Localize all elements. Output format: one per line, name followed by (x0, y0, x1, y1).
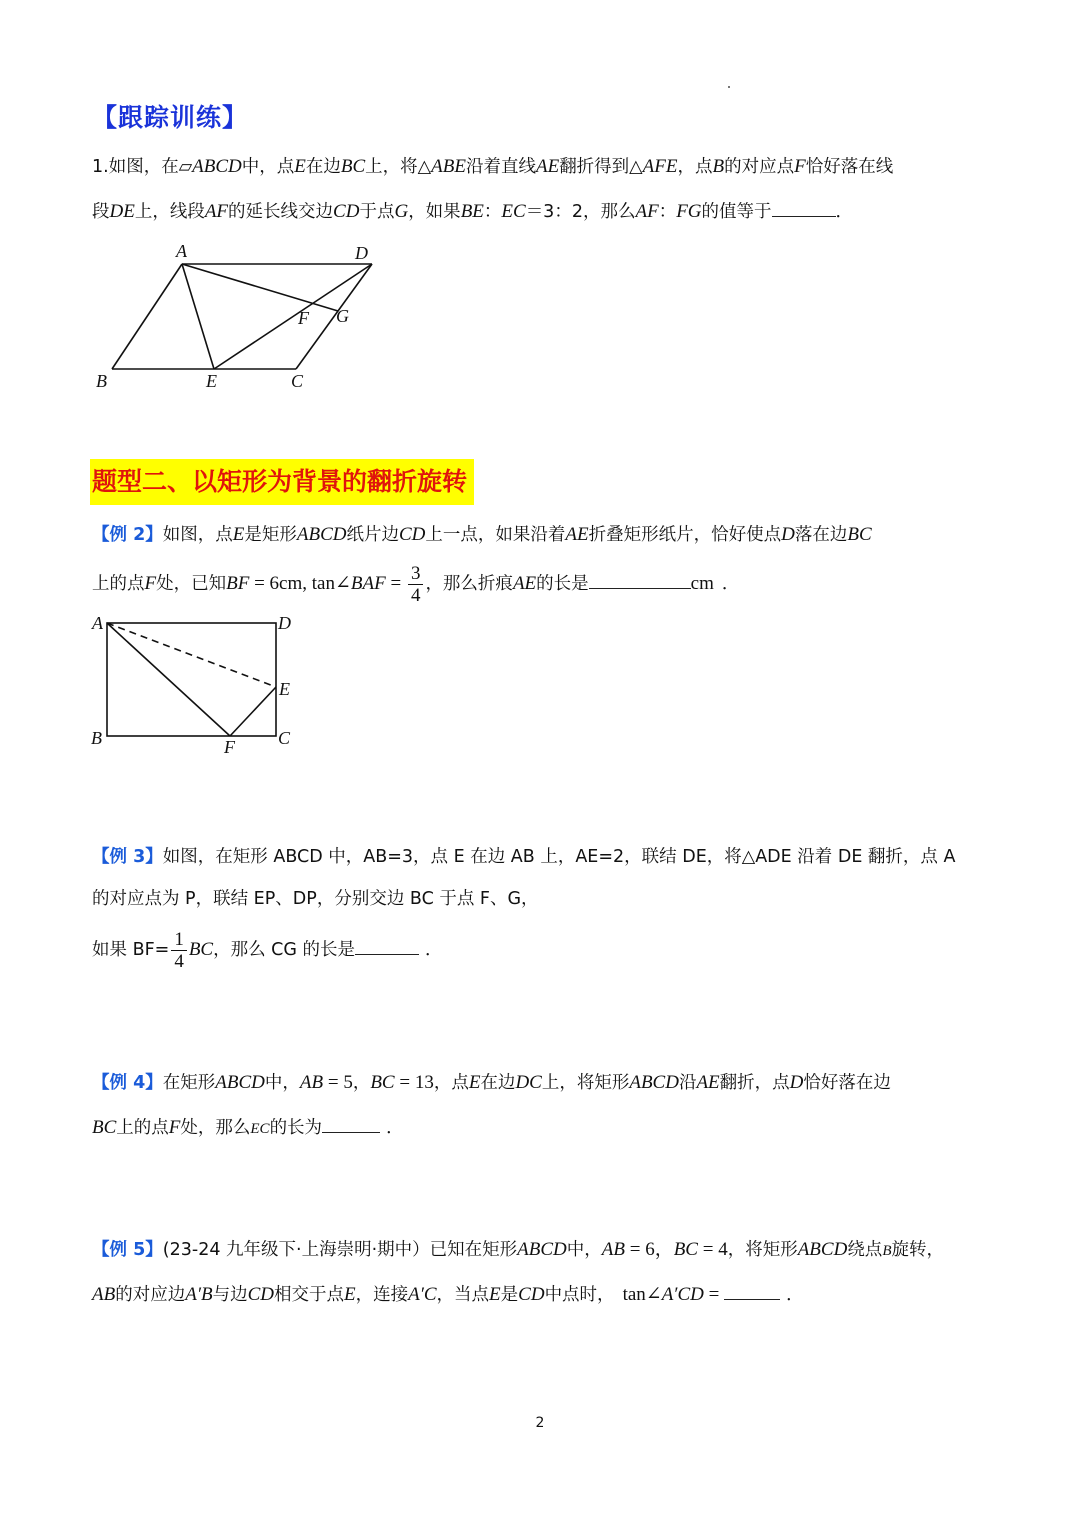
text: ，那么 CG 的长是 (213, 940, 355, 960)
math: DE (109, 201, 135, 222)
text: 的长为 (269, 1118, 323, 1138)
math: ABCD (192, 156, 242, 177)
label-e: E (206, 371, 217, 391)
denominator: 4 (174, 950, 184, 972)
math: CD (399, 524, 426, 545)
answer-blank[interactable] (724, 1281, 780, 1300)
text: ，点 (433, 1073, 469, 1093)
line-ag (182, 264, 338, 311)
text: 上的点 (92, 574, 145, 594)
text: ，当点 (436, 1285, 490, 1305)
page-number: 2 (535, 1415, 545, 1431)
answer-blank[interactable] (355, 936, 419, 955)
text: ： (658, 202, 677, 222)
text: ，那么折痕 (425, 574, 513, 594)
text: 恰好落在边 (803, 1073, 891, 1093)
type-2-banner: 题型二、以矩形为背景的翻折旋转 (90, 459, 474, 505)
text: ＝3：2，那么 (525, 202, 636, 222)
fraction-1-4 (171, 929, 187, 972)
math: DC (515, 1072, 542, 1093)
text: 与边 (212, 1285, 248, 1305)
text: 如果 BF= (92, 940, 170, 960)
math: E (294, 156, 306, 177)
math: EC (501, 201, 526, 222)
ex3-line-1 (92, 845, 955, 869)
text: 恰好落在线 (805, 157, 894, 177)
math: = (385, 573, 406, 594)
math: ABCD (296, 524, 347, 545)
ex2-tag: 【例 2】 (92, 525, 163, 545)
math: AE (512, 573, 537, 594)
label-d: D (355, 243, 368, 263)
ex3-line-2: 的对应点为 P，联结 EP、DP，分别交边 BC 于点 F、G， (92, 889, 539, 909)
text: 旋转， (891, 1240, 944, 1260)
text: ，如果 (408, 202, 461, 222)
text: ． (386, 1118, 404, 1138)
math: D (781, 524, 795, 545)
label-b: B (91, 728, 102, 748)
math: AF (635, 201, 659, 222)
math: AE (535, 156, 560, 177)
text: 在边 (480, 1073, 516, 1093)
numerator: 3 (408, 563, 424, 585)
math: BC (370, 1072, 395, 1093)
line-ab (112, 264, 182, 369)
q1-number: 1. (92, 157, 109, 177)
q1-line-1 (92, 155, 893, 179)
text: 纸片边 (346, 525, 399, 545)
text: ，将矩形 (727, 1240, 798, 1260)
line-ae (182, 264, 214, 369)
math: ABCD (517, 1239, 567, 1260)
answer-blank[interactable] (322, 1114, 380, 1133)
math: tan∠ (622, 1284, 662, 1305)
math: E (468, 1072, 481, 1093)
math: AB (299, 1072, 324, 1093)
text: 的长是 (536, 574, 589, 594)
rectangle-abcd (107, 623, 276, 736)
ex2-line-1 (92, 523, 872, 547)
text: 上，将矩形 (541, 1073, 630, 1093)
text: 翻折，点 (719, 1073, 790, 1093)
math: A′CD (661, 1284, 704, 1305)
math: = 13 (394, 1072, 434, 1093)
text: 于点 (359, 202, 395, 222)
math: ABCD (629, 1072, 679, 1093)
math: G (394, 201, 409, 222)
label-e: E (279, 679, 290, 699)
text: 中， (566, 1240, 602, 1260)
text: 的对应点 (724, 157, 795, 177)
math: AB (601, 1239, 625, 1260)
text: 在矩形 (162, 1073, 216, 1093)
text: 的值等于 (701, 202, 772, 222)
math: BF (226, 573, 250, 594)
label-a: A (92, 613, 103, 633)
text: ： (483, 202, 502, 222)
text: 折叠矩形纸片，恰好使点 (588, 525, 782, 545)
text: ． (425, 940, 443, 960)
math: AB (92, 1284, 116, 1305)
text: ， (352, 1073, 371, 1093)
figure-1-parallelogram (88, 240, 388, 400)
text: 翻折得到△ (559, 157, 643, 177)
text: 沿 (678, 1073, 697, 1093)
text: 上一点，如果沿着 (425, 525, 566, 545)
math: FG (676, 201, 702, 222)
math: = 6cm, tan∠ (249, 573, 351, 594)
q1-line-2 (92, 198, 853, 224)
math: EC (250, 1121, 270, 1137)
math: BC (92, 1117, 117, 1138)
text: (23-24 九年级下·上海崇明·期中）已知在矩形 (162, 1240, 518, 1260)
math: CD (333, 201, 360, 222)
text: 中，点 (241, 157, 295, 177)
label-b: B (96, 371, 107, 391)
text: 在边 (305, 157, 341, 177)
text: 上，线段 (134, 202, 205, 222)
text: 的对应边 (115, 1285, 186, 1305)
text: 落在边 (794, 525, 848, 545)
text: 处，已知 (156, 574, 227, 594)
answer-blank[interactable] (589, 570, 691, 589)
math: BC (673, 1239, 698, 1260)
math: = 5 (323, 1072, 353, 1093)
math: CD (518, 1284, 545, 1305)
text: 如图，点 (162, 525, 233, 545)
math: BC (847, 524, 872, 545)
text: 沿着直线 (465, 157, 536, 177)
ex4-line-1 (92, 1071, 891, 1095)
text: 相交于点 (274, 1285, 344, 1305)
label-g: G (336, 306, 349, 326)
ex4-line-2 (92, 1114, 404, 1141)
text: ． (721, 574, 740, 594)
math: E (489, 1284, 501, 1305)
math: AE (565, 524, 589, 545)
text: 上，将△ (365, 157, 432, 177)
text: 绕点 (847, 1240, 883, 1260)
label-c: C (278, 728, 291, 748)
text: 上的点 (116, 1118, 169, 1138)
text: 中点时， (544, 1285, 615, 1305)
ex3-line-3 (92, 924, 443, 976)
math: BC (340, 156, 366, 177)
math: F (168, 1117, 181, 1138)
text: 段 (92, 202, 110, 222)
math: B (712, 156, 725, 177)
line-fe (230, 687, 276, 736)
math: A′B (185, 1284, 213, 1305)
figure-2-rectangle (88, 610, 328, 760)
text: 中， (264, 1073, 300, 1093)
text: ，点 (677, 157, 713, 177)
math: = 4 (697, 1239, 728, 1260)
numerator: 1 (171, 929, 187, 951)
text: ． (835, 202, 854, 222)
math: ABCD (797, 1239, 848, 1260)
math: = (703, 1284, 725, 1305)
ex2-line-2 (92, 558, 739, 610)
answer-blank[interactable] (772, 198, 836, 217)
math: F (794, 156, 806, 177)
math: BAF (350, 573, 386, 594)
math: A′C (408, 1284, 437, 1305)
math: F (144, 573, 157, 594)
label-a: A (176, 241, 187, 261)
ex4-tag: 【例 4】 (92, 1073, 163, 1093)
label-f: F (298, 308, 309, 328)
label-d: D (278, 613, 291, 633)
math: BE (460, 201, 484, 222)
text: 的延长线交边 (228, 202, 334, 222)
text: 如图，在▱ (108, 157, 193, 177)
math: D (789, 1072, 804, 1093)
math: = 6， (624, 1239, 674, 1260)
text: 是矩形 (244, 525, 297, 545)
ex5-line-2 (92, 1281, 804, 1307)
math: E (344, 1284, 356, 1305)
fraction-3-4 (408, 563, 424, 606)
text: ． (786, 1285, 804, 1305)
text: ，连接 (355, 1285, 409, 1305)
text: 是 (500, 1285, 519, 1305)
text: 处，那么 (180, 1118, 251, 1138)
label-f: F (224, 737, 235, 757)
ex5-tag: 【例 5】 (92, 1240, 163, 1260)
math: AF (204, 201, 229, 222)
line-af (107, 623, 230, 736)
math: ABCD (215, 1072, 265, 1093)
unit: cm (690, 573, 714, 594)
stray-dot (728, 86, 730, 88)
math: CD (247, 1284, 274, 1305)
ex5-line-1 (92, 1238, 944, 1263)
math: E (232, 524, 245, 545)
text: 如图，在矩形 ABCD 中，AB=3，点 E 在边 AB 上，AE=2，联结 DE，将△ADE 沿着 DE 翻折，点 A (162, 847, 956, 867)
ex3-tag: 【例 3】 (92, 847, 163, 867)
math: BC (188, 939, 214, 960)
math: ABE (431, 156, 466, 177)
tracking-training-heading: 【跟踪训练】 (92, 103, 249, 132)
denominator: 4 (410, 584, 421, 606)
math: B (882, 1243, 892, 1259)
math: AE (696, 1072, 720, 1093)
fold-line-ae (107, 623, 276, 687)
label-c: C (291, 371, 304, 391)
math: AFE (642, 156, 678, 177)
